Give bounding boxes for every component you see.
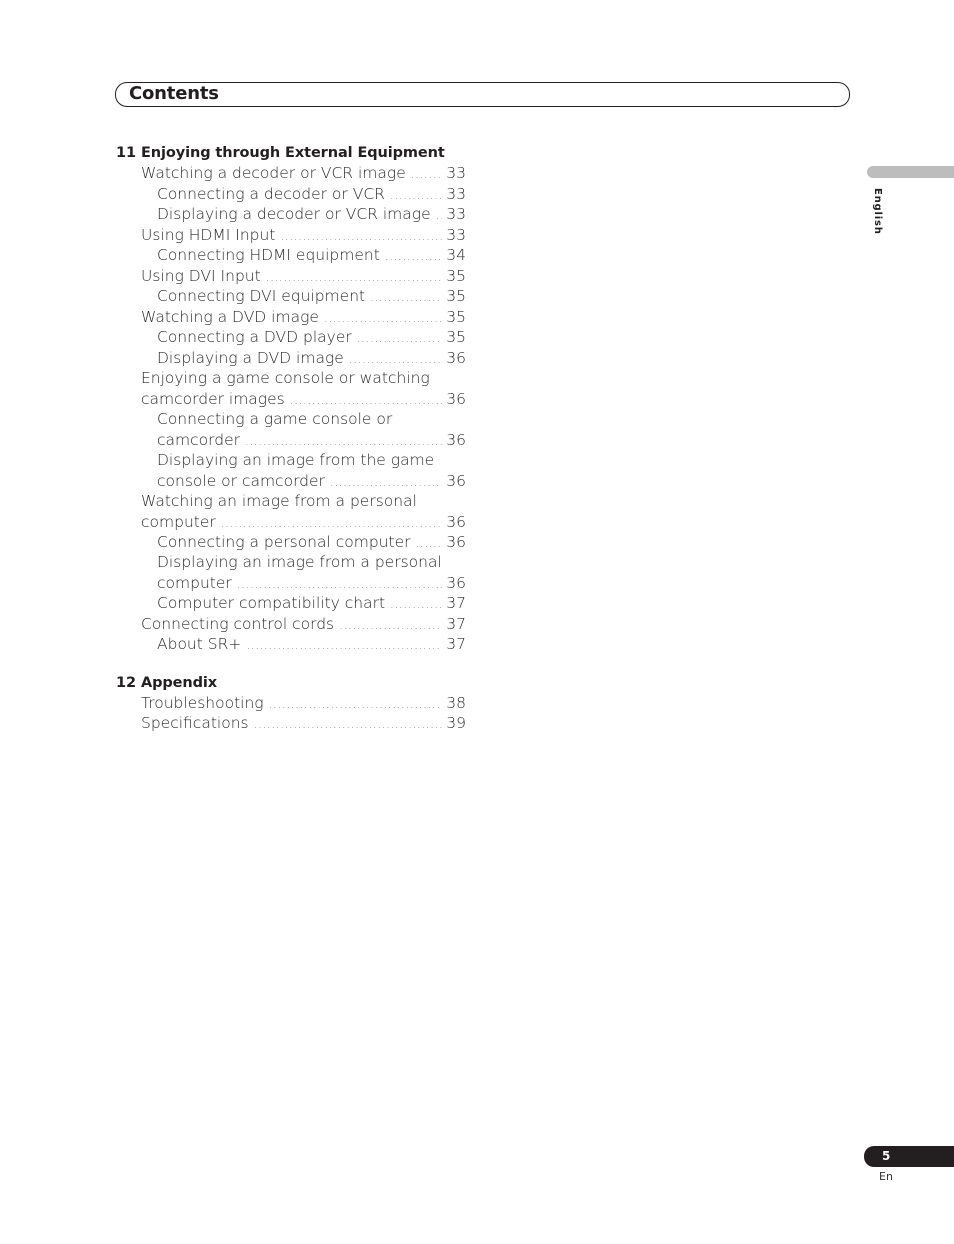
entry-title: Watching a decoder or VCR image — [141, 164, 406, 182]
page-language-code: En — [879, 1170, 893, 1183]
entry-page-number: 36 — [446, 389, 466, 408]
entry-title: Connecting a personal computer — [157, 533, 411, 551]
toc-entry[interactable] — [141, 614, 466, 636]
dot-leader — [237, 574, 443, 595]
entry-title: Watching a DVD image — [141, 308, 319, 326]
entry-page-number: 36 — [446, 471, 466, 490]
entry-page-number: 37 — [446, 615, 466, 633]
entry-page-number: 33 — [446, 185, 466, 203]
entry-page-number: 33 — [446, 226, 466, 244]
section-heading-11[interactable] — [116, 144, 445, 162]
dot-leader — [339, 615, 442, 636]
page-title: Contents — [129, 83, 219, 104]
entry-page-number: 36 — [446, 430, 466, 449]
entry-page-number: 33 — [446, 164, 466, 182]
dot-leader — [266, 267, 443, 288]
page-number-badge — [864, 1146, 954, 1167]
toc-entry[interactable] — [141, 225, 466, 247]
entry-title: Connecting DVI equipment — [157, 287, 366, 305]
toc-entry[interactable] — [141, 713, 466, 735]
toc-entry[interactable] — [157, 184, 466, 206]
toc-entry[interactable] — [157, 286, 466, 308]
section-number: 12 — [116, 675, 136, 691]
toc-entry[interactable] — [157, 450, 466, 492]
toc-entry[interactable] — [157, 348, 466, 370]
entry-page-number: 37 — [446, 635, 466, 653]
dot-leader — [246, 635, 442, 656]
entry-page-number: 35 — [446, 328, 466, 346]
entry-title-line-2: computer — [157, 573, 232, 592]
entry-title: Troubleshooting — [141, 694, 264, 712]
entry-page-number: 35 — [446, 267, 466, 285]
toc-entry[interactable] — [141, 368, 466, 410]
entry-title: Computer compatibility chart — [157, 594, 386, 612]
dot-leader — [290, 390, 443, 411]
entry-page-number: 35 — [446, 308, 466, 326]
entry-title-line-2: camcorder images — [141, 389, 285, 408]
language-tab — [867, 166, 954, 178]
entry-title: Connecting HDMI equipment — [157, 246, 380, 264]
entry-title-line-1: Displaying an image from a personal — [157, 553, 442, 571]
entry-title: Connecting control cords — [141, 615, 335, 633]
dot-leader — [280, 226, 442, 247]
toc-entry[interactable] — [157, 552, 466, 594]
toc-entry[interactable] — [141, 307, 466, 329]
dot-leader — [254, 714, 443, 735]
entry-page-number: 37 — [446, 594, 466, 612]
entry-page-number: 33 — [446, 205, 466, 223]
entry-page-number: 35 — [446, 287, 466, 305]
entry-page-number: 38 — [446, 694, 466, 712]
entry-page-number: 36 — [446, 512, 466, 531]
dot-leader — [330, 472, 442, 493]
dot-leader — [385, 246, 442, 267]
section-heading-12[interactable] — [116, 674, 217, 692]
section-number: 11 — [116, 145, 136, 161]
dot-leader — [390, 594, 442, 615]
entry-title: About SR+ — [157, 635, 242, 653]
language-label: English — [872, 188, 883, 235]
entry-title: Displaying a DVD image — [157, 349, 344, 367]
dot-leader — [357, 328, 443, 349]
entry-title: Connecting a DVD player — [157, 328, 352, 346]
entry-title-line-1: Displaying an image from the game — [157, 451, 435, 469]
dot-leader — [324, 308, 442, 329]
entry-title: Displaying a decoder or VCR image — [157, 205, 431, 223]
toc-entry[interactable] — [157, 204, 466, 226]
toc-entry[interactable] — [141, 163, 466, 185]
entry-title-line-2: camcorder — [157, 430, 240, 449]
entry-title: Specifications — [141, 714, 249, 732]
page-number: 5 — [882, 1149, 891, 1163]
dot-leader — [221, 513, 443, 534]
entry-title: Using DVI Input — [141, 267, 261, 285]
section-title: Appendix — [140, 675, 218, 691]
toc-entry[interactable] — [157, 593, 466, 615]
toc-entry[interactable] — [157, 327, 466, 349]
toc-entry[interactable] — [157, 245, 466, 267]
entry-page-number: 36 — [446, 349, 466, 367]
entry-page-number: 36 — [446, 573, 466, 592]
section-title: Enjoying through External Equipment — [140, 145, 445, 161]
toc-entry[interactable] — [157, 634, 466, 656]
toc-entry[interactable] — [141, 693, 466, 715]
toc-entry[interactable] — [157, 532, 466, 554]
dot-leader — [245, 431, 442, 452]
toc-entry[interactable] — [141, 266, 466, 288]
entry-title-line-1: Enjoying a game console or watching — [141, 369, 430, 387]
dot-leader — [269, 694, 443, 715]
dot-leader — [370, 287, 442, 308]
contents-header-box — [115, 82, 850, 107]
entry-page-number: 36 — [446, 533, 466, 551]
entry-page-number: 34 — [446, 246, 466, 264]
dot-leader — [390, 185, 442, 206]
dot-leader — [436, 205, 443, 226]
dot-leader — [411, 164, 443, 185]
toc-entry[interactable] — [157, 409, 466, 451]
entry-title-line-1: Connecting a game console or — [157, 410, 393, 428]
entry-title-line-2: computer — [141, 512, 216, 531]
dot-leader — [349, 349, 442, 370]
entry-title-line-1: Watching an image from a personal — [141, 492, 417, 510]
entry-page-number: 39 — [446, 714, 466, 732]
dot-leader — [416, 533, 443, 554]
toc-entry[interactable] — [141, 491, 466, 533]
entry-title: Connecting a decoder or VCR — [157, 185, 385, 203]
entry-title-line-2: console or camcorder — [157, 471, 325, 490]
entry-title: Using HDMI Input — [141, 226, 276, 244]
